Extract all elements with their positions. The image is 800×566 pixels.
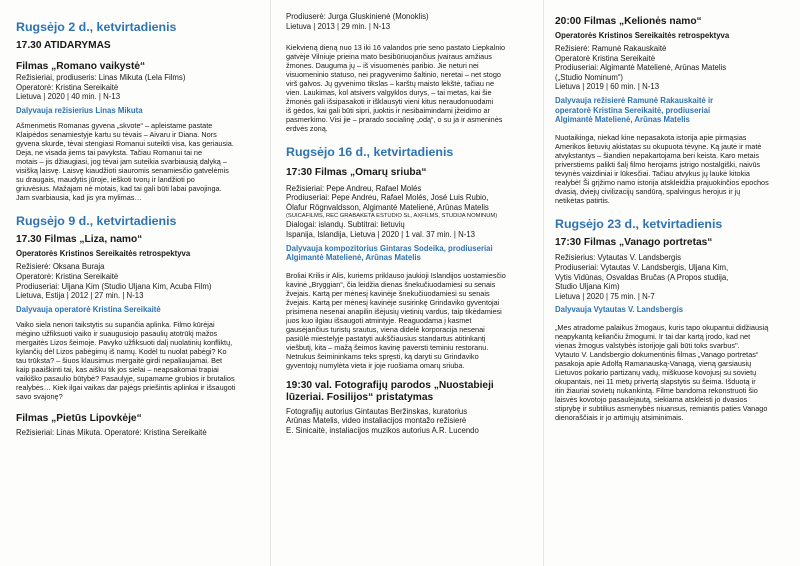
credit-line: Lietuva | 2013 | 29 min. | N-13	[286, 21, 391, 31]
guest-line: Dalyvauja kompozitorius Gintaras Sodeika, prodiuseriai	[286, 243, 493, 253]
column-divider	[543, 0, 544, 566]
credit-line: Režisierė: Ramunė Rakauskaitė	[555, 44, 667, 54]
film-title-keliones-namo: 20:00 Filmas „Kelionės namo“	[555, 16, 702, 27]
description-line: dienoraščiais ir jo artimųjų atsiminimais.	[555, 412, 684, 422]
film-title-vanago-portretas: 17:30 Filmas „Vanago portretas“	[555, 236, 713, 248]
description-line: gausėjančius turistų srautus, viena didelė korporacija nesenai	[286, 324, 485, 334]
description-line: Klaipėdos senamiestyje kartu su tėvais – Aivaru ir Diana. Nors	[16, 130, 217, 140]
film-title-liza: 17.30 Filmas „Liza, namo“	[16, 234, 143, 246]
guest-note-omaru-sriuba	[286, 244, 534, 263]
description-line: itin žiauriai sovietų nukankintą. Filme bandoma rekonstruoti šio	[555, 385, 758, 395]
opening-heading: 17.30 ATIDARYMAS	[16, 40, 111, 51]
retrospective-label: Operatorės Kristinos Sereikaitės retrospektyva	[555, 30, 730, 40]
credit-line: Prodiuseriai: Pepe Andreu, Rafael Molés, José Luis Rubio,	[286, 193, 489, 203]
description-line: Nuotaikinga, niekad kine nepasakota istorija apie pirmąsias	[555, 132, 747, 142]
column-3	[555, 0, 787, 566]
description-line: kylančių dėl Lizos pabėgimų iš namų. Kodėl tu nuolat pabėgi? Ko	[16, 347, 227, 357]
description-line: kaip paaiškinti tai, kas aišku tik jos sielai – neapsakomai trapiai	[16, 365, 219, 375]
description-line: realybė! Ši grįžimo namo istorija atskleidžia prajuokinčios epochos	[555, 177, 769, 187]
film-title-romano: Filmas „Romano vaikystė“	[16, 60, 146, 72]
film-credits-liza	[16, 262, 252, 300]
description-line: „Mes atradome palaikus žmogaus, kuris tapo okupantui didžiausią	[555, 322, 769, 332]
credit-line: Dialogai: islandų. Subtitrai: lietuvių	[286, 220, 405, 230]
description-line: viešbutį, kita – mažą šeimos kavinę paversti teminiu restoranu.	[286, 342, 489, 352]
film-description-romano	[16, 121, 252, 202]
description-line: erdvės zoną.	[286, 124, 328, 134]
column-2	[286, 0, 534, 566]
credit-line: Prodiuseriai: Vytautas V. Landsbergis, Uljana Kim,	[555, 262, 729, 272]
credit-line: Arūnas Matelis, video instaliacijos montažo režisierė	[286, 416, 467, 426]
description-line: tau trūksta? – šiuos klausimus mergaitė girdi nepaliaujamai. Bet	[16, 356, 223, 366]
description-line: neapykantą keliančiu žmogumi. Ir tai dar kartą įrodo, kad net	[555, 331, 751, 341]
description-line: atvykstantys – šiandien nepakartojama beri keista. Karo metais	[555, 150, 760, 160]
description-line: Broliai Krilis ir Alis, kuriems priklauso jaukioji Islandijos uostamiesčio	[286, 270, 506, 280]
description-line: kavinė „Bryggian“, čia leidžia dienas šnekučiuodamiesi su senais	[286, 279, 496, 289]
production-companies: (SUICAFILMS, REC GRABAKETA ESTUDIO SL, AXFILMS, STUDIJA NOMINUM)	[286, 213, 498, 220]
credit-line: E. Sinicaitė, instaliacijos muzikos autorius A.R. Lucendo	[286, 426, 479, 436]
description-line: vaikiško pasaulio būtybė? Pasaulyje, supamame grubios ir brutalios	[16, 374, 235, 384]
description-line: su draugais, maudytis jūroje, ieškoti tvorų ir landžioti po	[16, 175, 195, 185]
description-line: tėvynės vaizdiniai ir lūkesčiai. Tačiau atvykus jų laukė kitokia	[555, 168, 750, 178]
guest-line: Dalyvauja režisierė Ramunė Rakauskaitė ir	[555, 96, 714, 106]
credit-line: Režisieriai: Pepe Andreu, Rafael Molés	[286, 183, 422, 193]
description-line: stiprybę ir subtilius asmenybės niuansus, remiantis paties Vanago	[555, 403, 768, 413]
film-credits-pietus: Režisieriai: Linas Mikuta. Operatorė: Kristina Sereikaitė	[16, 427, 207, 437]
credit-line: Fotografijų autorius Gintautas Beržinskas, kuratorius	[286, 406, 468, 416]
description-line: Vytauto V. Landsbergio dokumentinis filmas „Vanago portretas“	[555, 349, 759, 359]
credit-line: Lietuva, Estija | 2012 | 27 min. | N-13	[16, 291, 144, 301]
description-line: Ašmenmetis Romanas gyvena „skvote“ – apleistame pastate	[16, 121, 213, 131]
description-line: mėgino užfiksuoti vaiko ir suaugusiojo pasaulių atotrūkį mažos	[16, 329, 218, 339]
credit-line: Prodiuseriai: Algimantė Matelienė, Arūnas Matelis	[555, 63, 727, 73]
column-divider	[270, 0, 271, 566]
credit-line: Režisierė: Oksana Buraja	[16, 262, 105, 272]
credit-line: Lietuva | 2020 | 75 min. | N-7	[555, 291, 655, 301]
description-line: savo svajonę?	[16, 392, 63, 402]
description-line: visišką laisvę. Laisvę kiaudžioti siauromis senamiesčio gatvelėmis	[16, 166, 229, 176]
description-line: žmones. Dauguma jų – iš visuomenės paribio. Jie neturi nei	[286, 61, 479, 71]
description-line: žvejais. Kartą per mėnesį kavinėje šnekučiuodamiesi su senais	[286, 288, 490, 298]
credit-line: Studio Uljana Kim)	[555, 282, 620, 292]
description-line: laisvės kovotojo pasaulėjautą, siekiama atskleisti jo dvasios	[555, 394, 748, 404]
description-line: virš galvos. Jų gyvenimo tikslas – karštų maisto lėkštė, tačiau ne	[286, 79, 495, 89]
description-line: gyventojų numylėta vieta ir joje ruošiama omarų sriuba.	[286, 360, 465, 370]
guest-line: operatorė Kristina Sereikaitė, prodiuseriai	[555, 105, 711, 115]
credit-line: Operatorė Kristina Sereikaitė	[555, 53, 656, 63]
guest-line: Algimantė Matelienė, Arūnas Matelis	[286, 253, 421, 263]
description-line: realybės… Kiek ilgai vaikas dar pajėgs priešintis aplinkai ir išsaugoti	[16, 383, 236, 393]
column-1	[16, 0, 252, 566]
description-line: Kiekvieną dieną nuo 13 iki 16 valandos prie seno pastato Liepkalnio	[286, 43, 506, 53]
credit-line: Režisierius: Vytautas V. Landsbergis	[555, 253, 681, 263]
credit-line: Ólafur Rögnvaldsson, Algimantė Matelienė, Arūnas Matelis	[286, 202, 489, 212]
event-title-photo-exhibition	[286, 380, 534, 405]
credit-line: Vytis Vidūnas, Osvaldas Bručas (A Propos studija,	[555, 272, 729, 282]
description-line: netikėtas patirtis.	[555, 195, 610, 205]
description-line: vienas žmogus valstybės istorijoje gali būti toks svarbus".	[555, 340, 740, 350]
description-line: Deja, ne visada jiems tai pavyksta. Tačiau Romanui tai ne	[16, 148, 203, 158]
description-line: juos kuo ilgiau išsaugoti atmintyje. Reaguodama į kasmet	[286, 315, 472, 325]
description-line: priverstiems palikti šalį filmo herojams įstrigo nostalgiški, naivūs	[555, 159, 761, 169]
description-line: pasmerkimo. Visi jie – prarado socialinę „odą“, o su ja ir asmeninės	[286, 115, 503, 125]
credit-line: Lietuva | 2019 | 60 min. | N-13	[555, 82, 660, 92]
description-line: vien. Laukimas, kol atsivers valgyklos durys, – tai metas, kai šie	[286, 88, 492, 98]
description-line: pasiūlė miestelyje pastatyti aukščiausius standartus atitinkantį	[286, 333, 486, 343]
guest-line: Algimantė Matelienė, Arūnas Matelis	[555, 115, 690, 125]
credit-line: Režisieriai, prodiuseris: Linas Mikuta (Lela Films)	[16, 73, 186, 82]
event-title-line: 19:30 val. Fotografijų parodos „Nuostabieji	[286, 379, 494, 391]
credit-line: Prodiuserė: Jurga Gluskinienė (Monoklis)	[286, 12, 429, 21]
description-line: Jam svarbiausia, kad jis yra mylimas…	[16, 193, 142, 203]
description-line: Netrukus šeimininkams teks spręsti, ką daryti su Grindaviko	[286, 351, 479, 361]
date-heading-sep-16: Rugsėjo 16 d., ketvirtadienis	[286, 145, 454, 160]
credit-line: Ispanija, Islandija, Lietuva | 2020 | 1 val. 37 min. | N-13	[286, 230, 475, 240]
film-credits-omaru-sriuba	[286, 184, 534, 240]
description-line: žmonės gali išsipasakoti ir išklausyti vieni kitus neraudonuodami	[286, 97, 494, 107]
description-line: mergaitės Lizos šeimoje. Pavyko užfiksuoti dalį nuolatinių konfliktų,	[16, 338, 233, 348]
description-line: prisimena nesenai anapilin išėjusių vietinių vardus, taip tikėdamiesi	[286, 306, 502, 316]
description-line: Amerikos lietuvių akistatas su okupuota tėvyne. Ką jautė ir matė	[555, 141, 762, 151]
film-description-vanago-portretas	[555, 323, 787, 422]
description-line: dvasią, dviejų civilizacijų sandūrą, spalvingus herojus ir jų	[555, 186, 741, 196]
description-line: gatvėje Vilniuje prieina mato besibūriuojančius įvairaus amžiaus	[286, 52, 492, 62]
film-description-liza	[16, 320, 252, 401]
event-credits	[286, 407, 534, 436]
credit-line: Lietuva | 2020 | 40 min. | N-13	[16, 92, 121, 102]
guest-note-romano: Dalyvauja režisierius Linas Mikuta	[16, 105, 143, 115]
guest-note-vanago-portretas: Dalyvauja Vytautas V. Landsbergis	[555, 305, 684, 315]
description-line: motais – jis džiaugiasi, jog tėvai jam suteikia svarbiausią dalyką –	[16, 157, 227, 167]
date-heading-sep-2: Rugsėjo 2 d., ketvirtadienis	[16, 20, 177, 34]
description-line: Vaiko siela nenori taikstytis su supančia aplinka. Filmo kūrėjai	[16, 320, 215, 330]
description-line: žvejais. Kartą per mėnesį kavinėje susirinkę Grindaviko gyventojai	[286, 297, 500, 307]
film-credits-romano	[16, 73, 252, 102]
film-title-omaru-sriuba: 17:30 Filmas „Omarų sriuba“	[286, 167, 427, 179]
film-title-pietus: Filmas „Pietūs Lipovkėje“	[16, 413, 142, 425]
credit-line: Operatorė: Kristina Sereikaitė	[16, 272, 119, 282]
credit-line: Prodiuseriai: Uljana Kim (Studio Uljana Kim, Acuba Film)	[16, 281, 212, 291]
guest-note-liza: Dalyvauja operatorė Kristina Sereikaitė	[16, 304, 161, 314]
description-line: iš gėdos, kai gali būti sipri, juoktis ir nesibaimindami įžeidimo ar	[286, 106, 490, 116]
guest-note-keliones-namo	[555, 96, 787, 125]
description-line: pasakoja apie Adolfą Ramanauską-Vanagą, vieną garsiausių	[555, 358, 752, 368]
description-line: okupantais, nei 11 metų privertą slapstytis su šeima. Išduotą ir	[555, 376, 756, 386]
date-heading-sep-9: Rugsėjo 9 d., ketvirtadienis	[16, 214, 177, 229]
film-credits-vanago-portretas	[555, 253, 787, 301]
film-credits-keliones-namo	[555, 44, 787, 92]
date-heading-sep-23: Rugsėjo 23 d., ketvirtadienis	[555, 216, 723, 231]
credit-line: Operatorė: Kristina Sereikaitė	[16, 82, 119, 92]
film-description-pietus	[286, 43, 534, 133]
film-description-omaru-sriuba	[286, 271, 534, 370]
credit-line: („Studio Nominum“)	[555, 72, 624, 82]
film-credits-continued	[286, 12, 534, 31]
film-description-keliones-namo	[555, 133, 787, 205]
description-line: griuvėsius. Mažajam nė motais, kad tai gali būti labai pavojinga.	[16, 184, 222, 194]
description-line: Lietuvos pokario partizanų vadų, miškuose kovojusį su sovietų	[555, 367, 757, 377]
retrospective-label: Operatorės Kristinos Sereikaitės retrospektyva	[16, 248, 191, 258]
description-line: gyvena skurde, tėvai stengiasi Romanui suteikti visa, kas geriausia.	[16, 139, 234, 149]
description-line: visuomeninio statuso, nei pragyvenimo šaltinio, neretai – net stogo	[286, 70, 501, 80]
event-title-line: lūzeriai. Fosilijos“ pristatymas	[286, 392, 434, 404]
